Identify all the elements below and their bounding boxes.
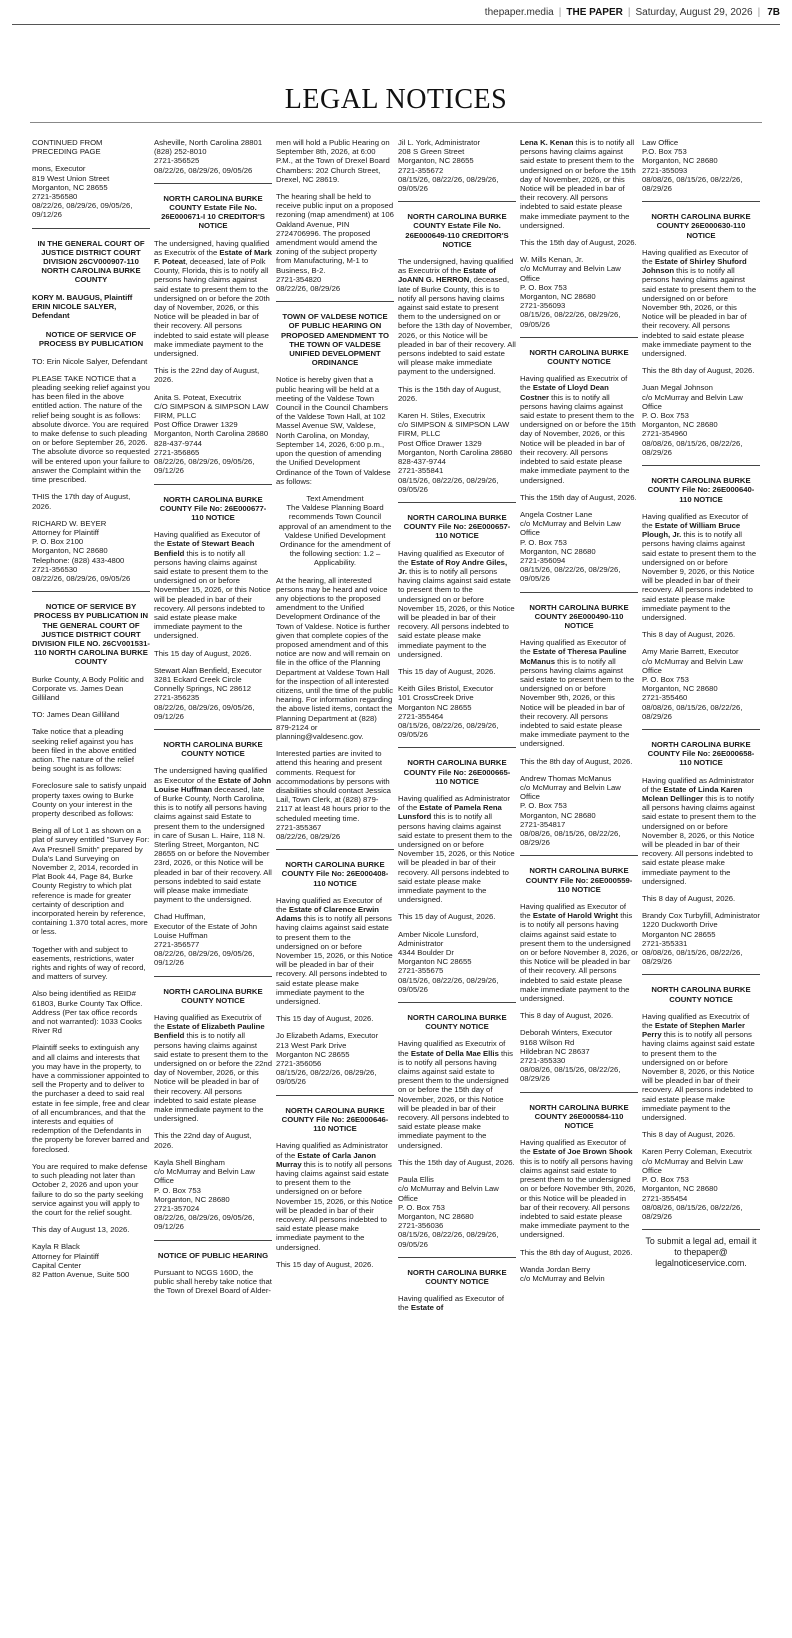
- notice-text: Having qualified as Executor of the Estate of Joe Brown Shook this is to notify all persons having claims against said estate to present them to the undersigned on or before November 9th, 2026, or this Notice will be pleaded in bar of their recovery. All persons indebted to said estate please make immediate payment to the undersigned.: [520, 1138, 636, 1240]
- notice-divider: [398, 1257, 516, 1258]
- notice-text: Having qualified as Executor of the Estate of William Bruce Plough, Jr. this is to notify all persons having claims against said estate to present them to the undersigned on or before November 9, 2026, or this Notice will be pleaded in bar of their recovery. All persons indebted to said estate please make immediate payment to the undersigned.: [642, 511, 757, 622]
- notice-heading: NORTH CAROLINA BURKE COUNTY NOTICE: [163, 986, 263, 1005]
- notice-divider: [520, 855, 638, 856]
- notice-heading: NORTH CAROLINA BURKE COUNTY File No: 26E000658-110 NOTICE: [647, 739, 755, 768]
- notice-text: This the 15th day of August, 2026.: [398, 1157, 515, 1167]
- notice-text: This 8 day of August, 2026.: [642, 1130, 736, 1140]
- notice-text: The hearing shall be held to receive public input on a proposed rezoning (map amendment) at 106 Oakland Avenue, PIN 2724706996. The proposed amendment would amend the zoning of the subject property from Manufacturing, M-1 to Business, B-2. 2721-354820 08/22/26, 08/29/26: [276, 192, 394, 294]
- notice-text: This 15 day of August, 2026.: [276, 1259, 374, 1269]
- notice-text: At the hearing, all interested persons may be heard and voice any objections to the proposed amendment to the Unified Development Ordinance of the Town of Valdese. Notice is further given that complete copies of the proposed amendment and of this notice are now and will remain on file in the office of the Planning Department at Valdese Town Hall for the inspection of all interested citizens, until the time of the public hearing. For information regarding the above listed items, contact the Planning Department at (828) 879-2124 or planning@valdesenc.gov.: [276, 575, 394, 741]
- header-rule: [12, 24, 780, 25]
- estate-name: Estate of Clarence Erwin Adams: [276, 905, 379, 924]
- notice-heading: NORTH CAROLINA BURKE COUNTY File No: 26E000640-110 NOTICE: [647, 476, 755, 504]
- header-separator: |: [757, 6, 761, 18]
- notice-signature: Kayla R Black Attorney for Plaintiff Capital Center 82 Patton Avenue, Suite 500: [32, 1242, 130, 1279]
- notice-text: Having qualified as Executor of the Estate of Clarence Erwin Adams this is to notify all persons having claims against said estate to present them to the undersigned on or before November 15, 2026, or this Notice will be pleaded in bar of their recovery. All persons indebted to said estate please make immediate payment to the undersigned.: [276, 895, 393, 1007]
- notice-heading: NORTH CAROLINA BURKE COUNTY NOTICE: [651, 985, 751, 1004]
- column-2: [154, 138, 272, 1630]
- notice-signature: W. Mills Kenan, Jr. c/o McMurray and Belvin Law Office P. O. Box 753 Morganton, NC 28680 2721-356093 08/15/26, 08/22/26, 08/29/26, 09/05/26: [520, 255, 621, 329]
- notice-heading: IN THE GENERAL COURT OF JUSTICE DISTRICT COURT DIVISION 26CV000907-110 NORTH CAROLINA BURKE COUNTY: [37, 238, 145, 285]
- estate-name: Estate of Shirley Shuford Johnson: [642, 257, 747, 276]
- estate-name: Estate of Lloyd Dean Costner: [520, 383, 609, 402]
- notice-text: Being all of Lot 1 as shown on a plat of survey entitled "Survey For: Ava Presnell Smith" prepared by Dula's Land Surveying on November 2, 2014, recorded in Plat Book 44, Page 84, Burke County Registry to which plat reference is made for greater certainty of description and incorporated herein by reference, containing 1.370 total acres, more or less.: [32, 826, 150, 937]
- notice-text: This the 8th day of August, 2026.: [520, 1247, 633, 1257]
- notice-text: TO: James Dean Gilliland: [32, 710, 120, 720]
- notice-divider: [276, 1095, 394, 1096]
- notice-text: Having qualified as Executor of the Estate of Roy Andre Giles, Jr. this is to notify all persons having claims against said estate to present them to the undersigned on or before November 15, 2026, or this Notice will be pleaded in bar of their recovery. All persons indebted to said estate please make immediate payment to the undersigned.: [398, 548, 515, 659]
- notice-text: mons, Executor 819 West Union Street Morganton, NC 28655 2721-356580 08/22/26, 08/29/26, 09/05/26, 09/12/26: [32, 164, 133, 220]
- notice-heading: NORTH CAROLINA BURKE COUNTY 26E000490-110 NOTICE: [529, 602, 629, 630]
- notice-heading: NORTH CAROLINA BURKE COUNTY NOTICE: [163, 739, 263, 759]
- notice-text: Burke County, A Body Politic and Corporate vs. James Dean Gilliland: [32, 674, 144, 702]
- notice-text: Having qualified as Executor of the Estate of: [398, 1294, 504, 1313]
- notice-text: THIS the 17th day of August, 2026.: [32, 492, 131, 511]
- estate-name: Estate of Stewart Beach Benfield: [154, 539, 255, 558]
- notice-heading: NORTH CAROLINA BURKE COUNTY 26E000584-110 NOTICE: [529, 1102, 629, 1131]
- notice-divider: [32, 228, 150, 229]
- estate-name: Estate of Della Mae Ellis: [410, 1048, 499, 1058]
- notice-text: This the 8th day of August, 2026.: [520, 756, 633, 766]
- notice-divider: [154, 729, 272, 730]
- notice-heading: NORTH CAROLINA BURKE COUNTY NOTICE: [407, 1013, 507, 1032]
- notice-text: This 8 day of August, 2026.: [642, 894, 736, 904]
- notice-text: Having qualified as Executor of the Estate of Harold Wright this is to notify all persons having claims against said estate to present them to the undersigned on or before November 8, 2026, or this Notice will be pleaded in bar of their recovery. All persons indebted to said estate please make immediate payment to the undersigned.: [520, 902, 638, 1004]
- notice-divider: [154, 976, 272, 977]
- notice-signature: Anita S. Poteat, Executrix C/O SIMPSON & SIMPSON LAW FIRM, PLLC Post Office Drawer 1329 Morganton, North Carolina 28680 828-437-9744 2721-356865 08/22/26, 08/29/26, 09/05/26, 09/12/26: [154, 392, 269, 476]
- notice-divider: [642, 465, 760, 466]
- notice-text: Interested parties are invited to attend this hearing and present comments. Request for accommodations by persons with disabilities should contact Jessica Lail, Town Clerk, at (828) 879-2117 at least 48 hours prior to the scheduled meeting time. 2721-355367 08/22/26, 08/29/26: [276, 749, 391, 842]
- notice-text: This the 8th day of August, 2026.: [642, 366, 755, 376]
- notice-heading: NORTH CAROLINA BURKE COUNTY File No: 26E000657-110 NOTICE: [403, 512, 511, 541]
- notice-heading: NOTICE OF SERVICE OF PROCESS BY PUBLICATION: [38, 330, 144, 349]
- notice-text: The undersigned, having qualified as Executrix of the Estate of JoANN G. HERRON, deceased, late of Burke County, this is to notify all persons having claims against said estate to present them to the undersigned on or before the 13th day of November, 2026, or this Notice will be pleaded in bar of their recovery. All persons indebted to said estate will please make immediate payment to the undersigned.: [398, 257, 516, 377]
- notice-signature: Kayla Shell Bingham c/o McMurray and Belvin Law Office P. O. Box 753 Morganton, NC 28680 2721-357024 08/22/26, 08/29/26, 09/05/26, 09/12/26: [154, 1157, 255, 1232]
- estate-name: Estate of Harold Wright: [532, 911, 619, 921]
- notice-text: This 15 day of August, 2026.: [398, 666, 496, 676]
- notice-signature: Deborah Winters, Executor 9168 Wilson Rd Hildebran NC 28637 2721-355330 08/08/26, 08/15/26, 08/22/26, 08/29/26: [520, 1028, 621, 1084]
- notice-signature: Paula Ellis c/o McMurray and Belvin Law Office P. O. Box 753 Morganton, NC 28680 2721-356036 08/15/26, 08/22/26, 08/29/26, 09/05/26: [398, 1175, 499, 1249]
- notice-text: This is the 22nd day of August, 2026.: [154, 366, 260, 385]
- notice-text: This 15 day of August, 2026.: [154, 648, 252, 658]
- notice-text: Pursuant to NCGS 160D, the public shall hereby take notice that the Town of Drexel Board of Alder-: [154, 1267, 272, 1296]
- notice-text: Take notice that a pleading seeking relief against you has been filed in the above entitled action. The nature of the relief being sought is as follows:: [32, 727, 137, 774]
- notice-heading: TOWN OF VALDESE NOTICE OF PUBLIC HEARING ON PROPOSED AMENDMENT TO THE TOWN OF VALDESE UNIFIED DEVELOPMENT ORDINANCE: [280, 312, 390, 368]
- notice-signature: Law Office P.O. Box 753 Morganton, NC 28680 2721-355093 08/08/26, 08/15/26, 08/22/26, 08/29/26: [642, 138, 743, 194]
- estate-name: Estate of Elizabeth Pauline Benfield: [154, 1022, 265, 1041]
- notice-signature: Karen H. Stiles, Executrix c/o SIMPSON & SIMPSON LAW FIRM, PLLC Post Office Drawer 1329 Morganton, North Carolina 28680 828-437-9744 2721-355841 08/15/26, 08/22/26, 08/29/26, 09/05/26: [398, 411, 513, 494]
- notice-signature: Juan Megal Johnson c/o McMurray and Belvin Law Office P. O. Box 753 Morganton, NC 28680 2721-354960 08/08/26, 08/15/26, 08/22/26, 08/29/26: [642, 383, 743, 457]
- notice-divider: [520, 337, 638, 338]
- notice-text: The undersigned, having qualified as Executrix of the Estate of Mark F. Poteat, deceased, late of Polk County, Florida, this is to notify all persons having claims against said estate to present them to the undersigned on or before the 20th day of November, 2026, or this Notice will be pleaded in bar of their recovery. All persons indebted to said estate will please make immediate payment to the undersigned.: [154, 238, 272, 359]
- estate-name: Estate of Mark F. Poteat: [154, 247, 272, 267]
- paper-name: THE PAPER: [566, 6, 623, 18]
- notice-text: This is the 15th day of August, 2026.: [398, 384, 501, 403]
- notice-text: This 8 day of August, 2026.: [642, 630, 736, 640]
- title-rule: [30, 122, 762, 123]
- notice-signature: RICHARD W. BEYER Attorney for Plaintiff P. O. Box 2100 Morganton, NC 28680 Telephone: (828) 433-4800 2721-356530 08/22/26, 08/29/26, 09/05/26: [32, 518, 131, 583]
- notice-divider: [398, 1002, 516, 1003]
- notice-signature: Chad Huffman, Executor of the Estate of John Louise Huffman 2721-356577 08/22/26, 08/29/26, 09/05/26, 09/12/26: [154, 912, 257, 968]
- notice-text: Having qualified as Executor of the Estate of Theresa Pauline McManus this is to notify all persons having claims against said estate to present them to the undersigned on or before November 9th, 2026, or this Notice will be pleaded in bar of their recovery. All persons indebted to said estate please make immediate payment to the undersigned.: [520, 638, 635, 749]
- notice-text: This day of August 13, 2026.: [32, 1225, 130, 1235]
- notice-text: Having qualified as Executor of the Estate of Shirley Shuford Johnson this is to notify all persons having claims against said estate to present them to the undersigned on or before November 9th, 2026, or this Notice will be pleaded in bar of their recovery. All persons indebted to said estate please make immediate payment to the undersigned.: [642, 247, 757, 359]
- notice-divider: [154, 183, 272, 184]
- notice-signature: Karen Perry Coleman, Executrix c/o McMurray and Belvin Law Office P. O. Box 753 Morganton, NC 28680 2721-355454 08/08/26, 08/15/26, 08/22/26, 08/29/26: [642, 1147, 752, 1221]
- notice-signature: Jo Elizabeth Adams, Executor 213 West Park Drive Morganton NC 28655 2721-356056 08/15/26, 08/22/26, 08/29/26, 09/05/26: [276, 1031, 379, 1087]
- column-5: [520, 138, 638, 1630]
- notice-heading: NOTICE OF SERVICE BY PROCESS BY PUBLICATION IN THE GENERAL COURT OF JUSTICE DISTRICT COURT DIVISION FILE NO. 26CV001531-110 NORTH CAROLINA BURKE COUNTY: [32, 602, 150, 667]
- notice-divider: [154, 484, 272, 485]
- notice-divider: [642, 201, 760, 202]
- notice-text: Plaintiff seeks to extinguish any and all claims and interests that you may have in the property, to have a commissioner appointed to sell the Property and to deliver to the purchaser a deed to said real estate in fee simple, free and clear of all encumbrances, and that the interests and equities of redemption of the Defendants in the property be forever barred and foreclosed.: [32, 1043, 150, 1154]
- notice-divider: [398, 747, 516, 748]
- estate-name: Estate of Joe Brown Shook: [532, 1147, 633, 1157]
- notice-text: This 8 day of August, 2026.: [520, 1011, 614, 1021]
- estate-name: Estate of Theresa Pauline McManus: [520, 647, 627, 666]
- notice-text: This the 15th day of August, 2026.: [520, 492, 637, 502]
- notice-divider: [642, 974, 760, 975]
- site-url: thepaper.media: [484, 6, 554, 18]
- notice-text: Text Amendment The Valdese Planning Board recommends Town Council approval of an amendment to the Valdese Unified Development Ordinance for the amendment of the following section: 1.2 – Applicability.: [278, 493, 392, 568]
- estate-name: Lena K. Kenan: [520, 138, 574, 147]
- notice-divider: [276, 849, 394, 850]
- notice-heading: NORTH CAROLINA BURKE COUNTY File No: 26E000665-110 NOTICE: [403, 758, 511, 786]
- notice-signature: Amber Nicole Lunsford, Administrator 4344 Boulder Dr Morganton NC 28655 2721-355675 08/15/26, 08/22/26, 08/29/26, 09/05/26: [398, 929, 499, 994]
- estate-name: Estate of Stephen Marler Perry: [642, 1021, 745, 1040]
- notice-text: You are required to make defense to such pleading not later than October 2, 2026 and upon your failure to do so the party seeking service against you will apply to the court for the relief sought.: [32, 1161, 148, 1217]
- notices-columns: [32, 138, 760, 1630]
- notice-heading: NORTH CAROLINA BURKE COUNTY NOTICE: [407, 1267, 507, 1286]
- estate-name: Estate of Roy Andre Giles, Jr.: [398, 557, 508, 576]
- submission-note: To submit a legal ad, email it to thepaper@ legalnoticeservice.com.: [645, 1236, 757, 1269]
- notice-heading: NORTH CAROLINA BURKE COUNTY File No: 26E000646-110 NOTICE: [281, 1105, 389, 1134]
- notice-text: This 15 day of August, 2026.: [276, 1014, 374, 1024]
- notice-divider: [276, 301, 394, 302]
- notice-signature: Brandy Cox Turbyfill, Administrator 1220 Duckworth Drive Morganton NC 28655 2721-355331 08/08/26, 08/15/26, 08/22/26, 08/29/26: [642, 911, 760, 967]
- notice-text: Foreclosure sale to satisfy unpaid property taxes owing to Burke County on your interest in the property described as follows:: [32, 781, 147, 818]
- notice-divider: [398, 201, 516, 202]
- notice-signature: Wanda Jordan Berry c/o McMurray and Belvin: [520, 1264, 605, 1283]
- notice-signature: Stewart Alan Benfield, Executor 3281 Eckard Creek Circle Connelly Springs, NC 28612 2721-356235 08/22/26, 08/29/26, 09/05/26, 09/12/26: [154, 665, 262, 721]
- estate-name: Estate of John Louise Huffman: [154, 775, 272, 794]
- notice-heading: NORTH CAROLINA BURKE COUNTY File No: 26E000677-110 NOTICE: [159, 494, 267, 522]
- notice-divider: [32, 591, 150, 592]
- header-separator: |: [558, 6, 562, 18]
- notice-text: Together with and subject to easements, restrictions, water rights and rights of way of record, and matters of survey.: [32, 944, 146, 982]
- estate-name: Estate of: [410, 1303, 444, 1313]
- page-title: LEGAL NOTICES: [284, 84, 508, 115]
- column-3: [276, 138, 394, 1630]
- notice-text: Having qualified as Executrix of the Estate of Elizabeth Pauline Benfield this is to notify all persons having claims against said estate to present them to the undersigned on or before the 22nd day of November, 2026, or this Notice will be pleaded in bar of their recovery. All persons indebted to said estate please make immediate payment to the undersigned.: [154, 1013, 272, 1124]
- column-6: [642, 138, 760, 1630]
- notice-text: men will hold a Public Hearing on September 8th, 2026, at 6:00 P.M., at the Town of Drexel Board Chambers: 202 Church Street, Drexel, NC 28619.: [276, 138, 390, 184]
- notice-text: The undersigned having qualified as Executor of the Estate of John Louise Huffman deceased, late of Burke County, North Carolina, this is to notify all persons having claims against said Estate to present them to the undersigned in care of Susan L. Haire, 118 N. Sterling Street, Morganton, NC 28655 on or before the November 23rd, 2026, or this Notice will be pleaded in bar of their recovery. All persons indebted to said estate will please make immediate payment to the undersigned.: [154, 766, 272, 905]
- column-1: [32, 138, 150, 1630]
- notice-text: TO: Erin Nicole Salyer, Defendant: [32, 356, 148, 366]
- continued-note: CONTINUED FROM PRECEDING PAGE: [32, 138, 103, 157]
- notice-heading: NORTH CAROLINA BURKE COUNTY File No: 26E000559-110 NOTICE: [525, 866, 633, 894]
- notice-divider: [398, 502, 516, 503]
- notice-text: Notice is hereby given that a public hearing will be held at a meeting of the Valdese Town Council in the Council Chambers of the Valdese Town Hall, at 102 Massel Avenue SW, Valdese, North Carolina, on Monday, September 14, 2026, 6:00 p.m., upon the question of amending the Unified Development Ordinance of the Town of Valdese as follows:: [276, 375, 391, 486]
- notice-heading: NORTH CAROLINA BURKE COUNTY Estate File No. 26E000671-I 10 CREDITOR'S NOTICE: [161, 193, 265, 231]
- estate-name: Estate of Pamela Rena Lunsford: [398, 803, 502, 822]
- notice-text: Also being identified as REID# 61803, Burke County Tax Office. Address (Per tax office records and not warranted): 1033 Cooks River Rd: [32, 989, 143, 1036]
- notice-heading: NORTH CAROLINA BURKE COUNTY NOTICE: [529, 347, 629, 367]
- column-4: [398, 138, 516, 1630]
- notice-divider: [520, 592, 638, 593]
- estate-name: Estate of JoANN G. HERRON: [398, 266, 496, 285]
- page-header: [12, 0, 780, 24]
- notice-signature: Amy Marie Barrett, Executor c/o McMurray and Belvin Law Office P. O. Box 753 Morganton, NC 28680 2721-355460 08/08/26, 08/15/26, 08/22/26, 08/29/26: [642, 647, 743, 721]
- issue-date: Saturday, August 29, 2026: [635, 6, 753, 18]
- notice-heading: NORTH CAROLINA BURKE COUNTY 26E000630-110 NOTICE: [651, 212, 751, 240]
- notice-parties: KORY M. BAUGUS, Plaintiff ERIN NICOLE SALYER, Defendant: [32, 292, 133, 321]
- notice-text: Lena K. Kenan this is to notify all persons having claims against said estate to present them to the undersigned on or before the 15th day of November, 2026, or this Notice will be pleaded in bar of their recovery. All persons indebted to said estate please make immediate payment to the undersigned.: [520, 138, 636, 230]
- estate-name: Estate of William Bruce Plough, Jr.: [642, 520, 741, 540]
- notice-text: This the 22nd day of August, 2026.: [154, 1131, 252, 1150]
- notice-heading: NORTH CAROLINA BURKE COUNTY File No: 26E000408-110 NOTICE: [281, 860, 389, 888]
- notice-divider: [642, 729, 760, 730]
- notice-divider: [642, 1229, 760, 1230]
- notice-signature: Asheville, North Carolina 28801 (828) 252-8010 2721-356525 08/22/26, 08/29/26, 09/05/26: [154, 138, 263, 175]
- notice-signature: Andrew Thomas McManus c/o McMurray and Belvin Law Office P. O. Box 753 Morganton, NC 28680 2721-354817 08/08/26, 08/15/26, 08/22/26, 08/29/26: [520, 773, 621, 848]
- notice-text: Having qualified as Executrix of the Estate of Della Mae Ellis this is to notify all persons having claims against said estate to present them to the undersigned on or before the 15th day of November, 2026, or this Notice will be pleaded in bar of their recovery. All persons indebted to said estate please make immediate payment to the undersigned.: [398, 1039, 513, 1150]
- notice-text: Having qualified as Executrix of the Estate of Stephen Marler Perry this is to notify all persons having claims against said estate to present them to the undersigned on or before November 8, 2026, or this Notice will be pleaded in bar of their recovery. All persons indebted to said estate please make immediate payment to the undersigned.: [642, 1011, 755, 1123]
- notice-text: Having qualified as Administrator of the Estate of Linda Karen Mclean Dellinger this is to notify all persons having claims against said estate to present them to the undersigned on or before November 8, 2026, or this Notice will be pleaded in bar of their recovery. All persons indebted to said estate please make immediate payment to the undersigned.: [642, 775, 757, 886]
- notice-text: Having qualified as Executrix of the Estate of Lloyd Dean Costner this is to notify all persons having claims against said estate to present them to the undersigned on or before the 15th day of November, 2026, or this Notice will be pleaded in bar of their recovery. All persons indebted to said estate please make immediate payment to the undersigned.: [520, 374, 636, 485]
- notice-heading: NORTH CAROLINA BURKE COUNTY Estate File No. 26E000649-110 CREDITOR'S NOTICE: [405, 212, 509, 249]
- notice-signature: Keith Giles Bristol, Executor 101 CrossCreek Drive Morganton NC 28655 2721-355464 08/15/26, 08/22/26, 08/29/26, 09/05/26: [398, 684, 499, 740]
- notice-heading: NOTICE OF PUBLIC HEARING: [157, 1250, 269, 1260]
- notice-text: Having qualified as Administrator of the Estate of Carla Janon Murray this is to notify all persons having claims against said estate to present them to the undersigned on or before November 15, 2026, or this Notice will be pleaded in bar of their recovery. All persons indebted to said estate please make immediate payment to the undersigned.: [276, 1141, 393, 1252]
- notice-text: This 15 day of August, 2026.: [398, 912, 496, 922]
- page-number: 7B: [767, 6, 780, 18]
- estate-name: Estate of Carla Janon Murray: [276, 1150, 376, 1169]
- notice-signature: Jil L. York, Administrator 208 S Green Street Morganton, NC 28655 2721-355672 08/15/26, 08/22/26, 08/29/26, 09/05/26: [398, 138, 499, 194]
- notice-divider: [154, 1240, 272, 1241]
- header-separator: |: [627, 6, 631, 18]
- notice-text: Having qualified as Administrator of the Estate of Pamela Rena Lunsford this is to notify all persons having claims against said estate to present them to the undersigned on or before November 15, 2026, or this Notice will be pleaded in bar of their recovery. All persons indebted to said estate please make immediate payment to the undersigned.: [398, 793, 515, 905]
- notice-signature: Angela Costner Lane c/o McMurray and Belvin Law Office P. O. Box 753 Morganton, NC 28680 2721-356094 08/15/26, 08/22/26, 08/29/26, 09/05/26: [520, 509, 621, 584]
- notice-text: PLEASE TAKE NOTICE that a pleading seeking relief against you has been filed in the above entitled action. The nature of the relief being sought is as follows: absolute divorce. You are required to make defense to such pleading on or before September 26, 2026. The absolute divorce so requested will be entered upon your failure to answer the Complaint within the time prescribed.: [32, 373, 150, 485]
- estate-name: Estate of Linda Karen Mclean Dellinger: [642, 784, 743, 803]
- notice-text: This the 15th day of August, 2026.: [520, 238, 637, 248]
- notice-divider: [520, 1092, 638, 1093]
- notice-text: Having qualified as Executor of the Estate of Stewart Beach Benfield this is to notify all persons having claims against said estate to present them to the undersigned on or before November 15, 2026, or this Notice will be pleaded in bar of their recovery. All persons indebted to said estate please make immediate payment to the undersigned.: [154, 530, 271, 641]
